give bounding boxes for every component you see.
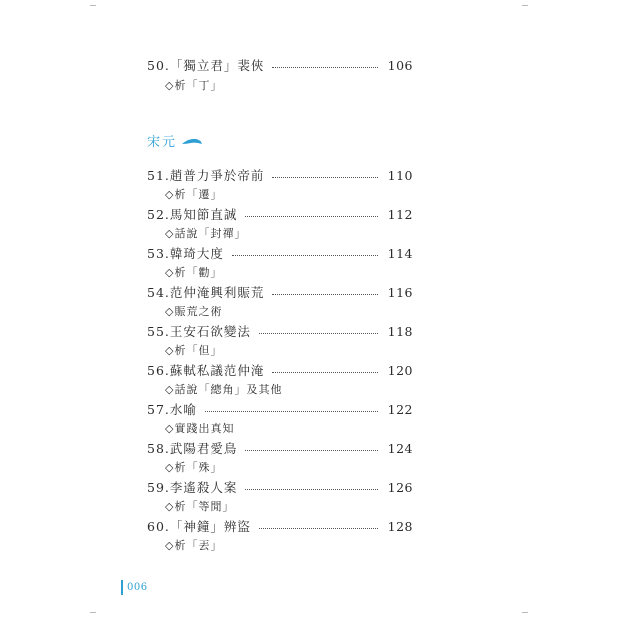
folio-rule (121, 580, 123, 595)
toc-entry-page: 120 (387, 363, 413, 378)
toc-entry-title: 59.李遙殺人案 (147, 480, 238, 495)
toc-entry[interactable] (147, 205, 413, 225)
crop-mark (90, 612, 96, 613)
leader-dots (259, 528, 378, 529)
toc-entry-subtitle: ◇析「但」 (165, 344, 223, 357)
toc-entry[interactable] (147, 322, 413, 342)
leader-dots (232, 255, 378, 256)
section-title: 宋元 (147, 135, 178, 150)
toc-entry-title: 51.趙普力爭於帝前 (147, 168, 265, 183)
toc-entry-title: 52.馬知節直誠 (147, 207, 238, 222)
toc-entry-page: 114 (387, 246, 413, 261)
toc-entry-subtitle: ◇析「殊」 (165, 461, 223, 474)
toc-entry-title: 57.水喻 (147, 402, 197, 417)
toc-entry-page: 116 (387, 285, 413, 300)
toc-entry-page: 110 (387, 168, 413, 183)
crop-mark (522, 612, 528, 613)
brush-stroke-icon (181, 137, 203, 147)
leader-dots (245, 450, 378, 451)
toc-entry-subtitle: ◇析「遷」 (165, 188, 223, 201)
toc-entry[interactable] (147, 166, 413, 186)
page-number: 006 (127, 582, 148, 593)
toc-entry[interactable] (147, 361, 413, 381)
toc-entry[interactable] (147, 517, 413, 537)
leader-dots (259, 333, 378, 334)
toc-entry-subtitle: ◇話說「總角」及其他 (165, 383, 283, 396)
toc-entry-subtitle: ◇實踐出真知 (165, 422, 235, 435)
toc-entry-subtitle: ◇析「勸」 (165, 266, 223, 279)
toc-entry-title: 58.武陽君愛鳥 (147, 441, 238, 456)
section-header (147, 131, 177, 155)
leader-dots (272, 372, 378, 373)
toc-entry[interactable] (147, 478, 413, 498)
toc-entry-subtitle: ◇賑荒之術 (165, 305, 223, 318)
toc-entry-title: 53.韓琦大度 (147, 246, 224, 261)
toc-entry-page: 124 (387, 441, 413, 456)
leader-dots (272, 177, 378, 178)
toc-entry-subtitle: ◇析「等閒」 (165, 500, 235, 513)
leader-dots (245, 216, 378, 217)
toc-entry[interactable] (147, 439, 413, 459)
toc-entry-title: 56.蘇軾私議范仲淹 (147, 363, 265, 378)
toc-entry-title: 60.「神鐘」辨盜 (147, 519, 251, 534)
toc-entry-page: 126 (387, 480, 413, 495)
toc-entry-page: 106 (387, 58, 413, 73)
crop-mark (90, 5, 96, 6)
toc-entry-title: 54.范仲淹興利賑荒 (147, 285, 265, 300)
leader-dots (272, 294, 378, 295)
toc-entry[interactable] (147, 244, 413, 264)
leader-dots (272, 67, 378, 68)
toc-entry[interactable] (147, 56, 413, 76)
leader-dots (205, 411, 378, 412)
toc-entry-page: 122 (387, 402, 413, 417)
crop-mark (522, 5, 528, 6)
toc-entry-subtitle: ◇話說「封禪」 (165, 227, 247, 240)
toc-entry-page: 128 (387, 519, 413, 534)
toc-entry-subtitle: ◇析「丁」 (165, 79, 223, 92)
toc-entry[interactable] (147, 283, 413, 303)
toc-entry[interactable] (147, 400, 413, 420)
toc-entry-page: 118 (387, 324, 413, 339)
toc-entry-title: 50.「獨立君」裴俠 (147, 58, 265, 73)
toc-entry-title: 55.王安石欲變法 (147, 324, 251, 339)
toc-entry-subtitle: ◇析「丟」 (165, 539, 223, 552)
leader-dots (245, 489, 378, 490)
toc-entry-page: 112 (387, 207, 413, 222)
